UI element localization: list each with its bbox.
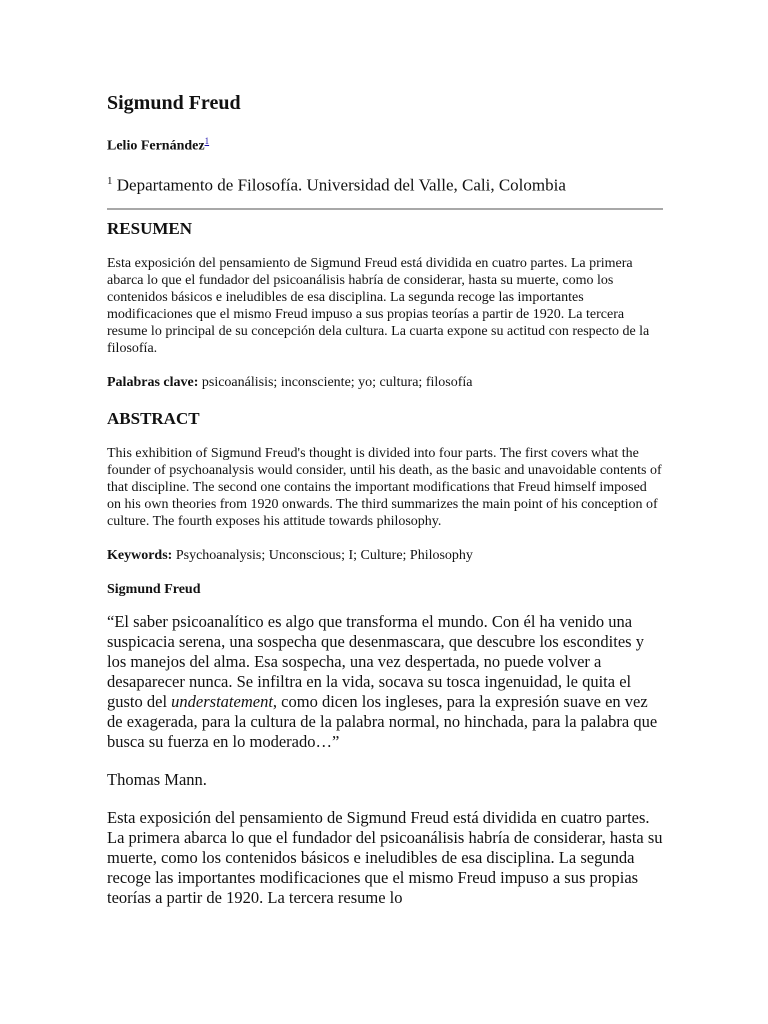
palabras-clave-text: psicoanálisis; inconsciente; yo; cultura; filosofía [198,375,473,391]
epigraph-quote [107,612,663,752]
quote-text-start: “El saber psicoanalítico es algo que transforma el mundo. Con él ha venido una suspicacia serena, una sospecha que desenmascara, que descubre los escondites y los manejos del alma. Esa sospecha, una vez despertada, no puede volver a desaparecer nunca. Se infiltra en la vida, socava su tosca ingenuidad, le quita el gusto del [107,612,644,712]
body-paragraph: Esta exposición del pensamiento de Sigmund Freud está dividida en cuatro partes. La primera abarca lo que el fundador del psicoanálisis habría de considerar, hasta su muerte, como los contenidos básicos e ineludibles de esa disciplina. La segunda recoge las importantes modificaciones que el mismo Freud impuso a sus propias teorías a partir de 1920. La tercera resume lo [107,808,663,908]
resumen-heading: RESUMEN [107,219,193,239]
palabras-clave-line [107,374,663,391]
author-name: Lelio Fernández [107,138,205,154]
resumen-paragraph: Esta exposición del pensamiento de Sigmund Freud está dividida en cuatro partes. La primera abarca lo que el fundador del psicoanálisis habría de considerar, hasta su muerte, como los contenidos básicos e ineludibles de esa disciplina. La segunda recoge las importantes modificaciones que el mismo Freud impuso a sus propias teorías a partir de 1920. La tercera resume lo principal de su concepción dela cultura. La cuarta expone su actitud con respecto de la filosofía. [107,256,650,357]
author-line [107,132,663,156]
abstract-paragraph: This exhibition of Sigmund Freud's thought is divided into four parts. The first covers what the founder of psychoanalysis would consider, until his death, as the basic and unavoidable contents of that discipline. The second one contains the important modifications that Freud himself imposed on his own theories from 1920 onwards. The third summarizes the main point of his conception of culture. The fourth exposes his attitude towards philosophy. [107,446,662,530]
author-footnote-link[interactable]: 1 [204,136,210,146]
quote-text-end: , como dicen los ingleses, para la expresión suave en vez de exagerada, para la cultura de la palabra normal, no hinchada, para la palabra que busca su fuerza en lo moderado…” [107,692,658,752]
affiliation-line [107,170,663,197]
section-title: Sigmund Freud [107,582,201,598]
keywords-text: Psychoanalysis; Unconscious; I; Culture; Philosophy [172,548,473,564]
affiliation-footnote-mark: 1 [107,174,113,187]
keywords-label: Keywords: [107,548,173,564]
document-page [107,88,663,908]
horizontal-divider [107,208,663,210]
page-title: Sigmund Freud [107,92,241,114]
abstract-heading: ABSTRACT [107,409,200,429]
palabras-clave-label: Palabras clave: [107,375,199,391]
affiliation-text: Departamento de Filosofía. Universidad del Valle, Cali, Colombia [116,175,566,195]
quote-attribution: Thomas Mann. [107,770,207,790]
keywords-line [107,547,663,564]
quote-italic-term: understatement [171,692,273,712]
